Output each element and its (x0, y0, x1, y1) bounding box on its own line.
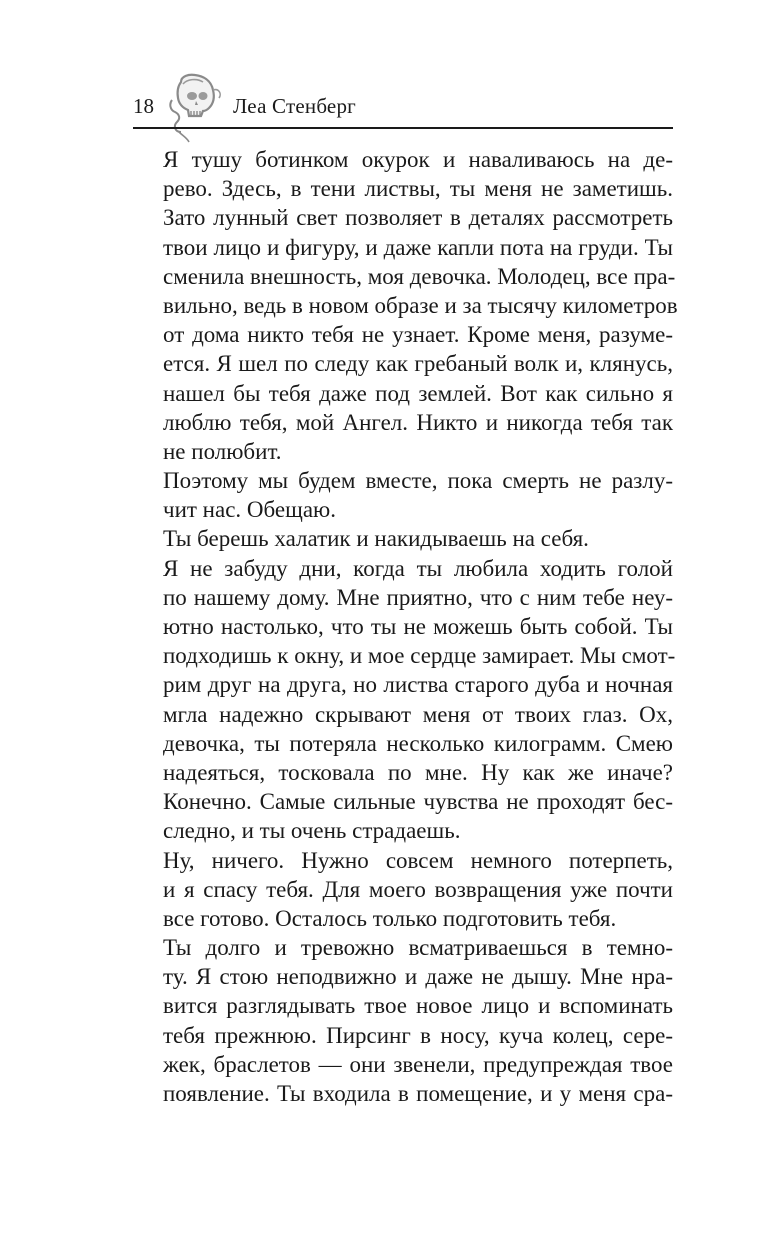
text-line: тебя прежнюю. Пирсинг в носу, куча колец, сере- (163, 1022, 673, 1048)
skull-emblem-icon (167, 70, 225, 144)
text-line: Ну, ничего. Нужно совсем немного потерпеть, (163, 847, 673, 873)
text-line: нашел бы тебя даже под землей. Вот как сильно я (163, 380, 673, 406)
text-line: не полюбит. (163, 438, 282, 464)
text-line: от дома никто тебя не узнает. Кроме меня, разуме- (163, 322, 673, 348)
text-line: Поэтому мы будем вместе, пока смерть не разлу- (163, 468, 673, 494)
text-line: ту. Я стою неподвижно и даже не дышу. Мне нра- (163, 964, 673, 990)
text-line: твои лицо и фигуру, и даже капли пота на груди. Ты (163, 234, 673, 260)
paragraph (133, 846, 673, 934)
text-line: следно, и ты очень страдаешь. (163, 818, 461, 844)
text-line: чит нас. Обещаю. (163, 497, 336, 523)
text-line: рим друг на друга, но листва старого дуба и ночная (163, 672, 673, 698)
text-line: жек, браслетов — они звенели, предупреждая твое (163, 1051, 673, 1077)
paragraph (133, 524, 673, 553)
paragraph (133, 145, 678, 466)
paragraph (133, 554, 676, 846)
text-line: и я спасу тебя. Для моего возвращения уже почти (163, 876, 673, 902)
text-line: люблю тебя, мой Ангел. Никто и никогда тебя так (163, 409, 673, 435)
text-line: Ты долго и тревожно всматриваешься в темно- (163, 935, 673, 961)
text-line: вится разглядывать твое новое лицо и вспоминать (163, 993, 673, 1019)
text-line: надеяться, тосковала по мне. Ну как же иначе? (163, 759, 673, 785)
header-rule (133, 127, 673, 129)
text-line: Я тушу ботинком окурок и наваливаюсь на де- (163, 147, 673, 172)
text-line: все готово. Осталось только подготовить тебя. (163, 905, 617, 931)
text-line: девочка, ты потеряла несколько килограмм. Смею (163, 730, 673, 756)
page-header (133, 70, 673, 130)
text-line: рево. Здесь, в тени листвы, ты меня не заметишь. (163, 176, 673, 202)
text-line: ется. Я шел по следу как гребаный волк и, клянусь, (163, 351, 673, 377)
page-number: 18 (133, 94, 154, 118)
text-line: Ты берешь халатик и накидываешь на себя. (163, 526, 589, 552)
body-text (133, 145, 678, 1108)
text-line: подходишь к окну, и мое сердце замирает. Мы смот- (163, 643, 676, 669)
text-line: Зато лунный свет позволяет в деталях рассмотреть (163, 205, 673, 231)
text-line: сменила внешность, моя девочка. Молодец, все пра- (163, 263, 676, 289)
text-line: по нашему дому. Мне приятно, что с ним тебе неу- (163, 584, 673, 610)
text-line: Я не забуду дни, когда ты любила ходить голой (163, 555, 673, 581)
text-line: вильно, ведь в новом образе и за тысячу километров (163, 292, 678, 318)
text-line: мгла надежно скрывают меня от твоих глаз. Ох, (163, 701, 673, 727)
paragraph (133, 933, 673, 1108)
text-line: ютно настолько, что ты не можешь быть собой. Ты (163, 614, 673, 639)
running-title: Леа Стенберг (233, 94, 356, 118)
text-line: Конечно. Самые сильные чувства не проходят бес- (163, 789, 673, 815)
paragraph (133, 466, 673, 524)
text-line: появление. Ты входила в помещение, и у меня сра- (163, 1081, 673, 1106)
